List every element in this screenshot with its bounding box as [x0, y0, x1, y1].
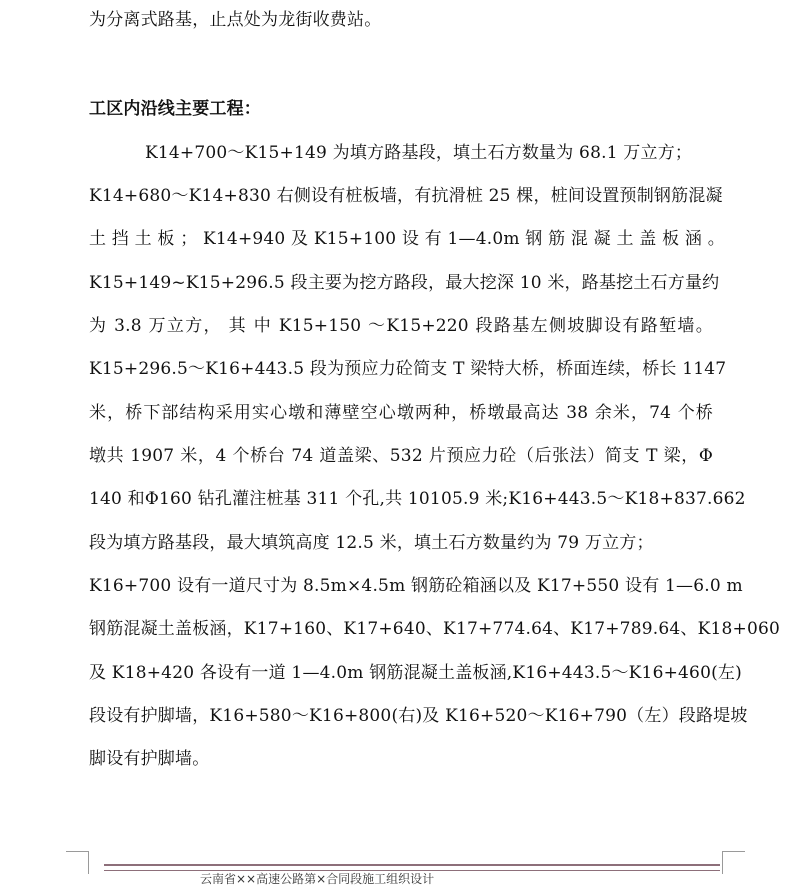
body-line: 及 K18+420 各设有一道 1—4.0m 钢筋混凝土盖板涵,K16+443.5～K16+460(左) — [89, 663, 742, 683]
body-line: K15+149~K15+296.5 段主要为挖方路段，最大挖深 10 米，路基挖土石方量约 — [89, 273, 720, 293]
body-line: K15+296.5～K16+443.5 段为预应力砼简支 T 梁特大桥，桥面连续，桥长 1147 — [89, 359, 727, 379]
body-line: 墩共 1907 米，4 个桥台 74 道盖梁、532 片预应力砼（后张法）简支 T 梁，Φ — [89, 446, 713, 466]
intro-line: 为分离式路基，止点处为龙街收费站。 — [89, 10, 382, 30]
body-line: K16+700 设有一道尺寸为 8.5m×4.5m 钢筋砼箱涵以及 K17+550 设有 1—6.0 m — [89, 576, 743, 596]
footer-text: 云南省××高速公路第×合同段施工组织设计 — [200, 872, 435, 886]
body-line: 钢筋混凝土盖板涵，K17+160、K17+640、K17+774.64、K17+789.64、K18+060 — [89, 619, 780, 639]
section-heading: 工区内沿线主要工程： — [89, 99, 261, 119]
body-line: 米，桥下部结构采用实心墩和薄壁空心墩两种，桥墩最高达 38 余米，74 个桥 — [89, 403, 713, 423]
body-line: 为 3.8 万立方， 其 中 K15+150 ～K15+220 段路基左侧坡脚设有路堑墙。 — [89, 316, 713, 336]
body-line: 段设有护脚墙，K16+580～K16+800(右)及 K16+520～K16+790（左）段路堤坡 — [89, 706, 748, 726]
body-line: 段为填方路基段，最大填筑高度 12.5 米，填土石方数量约为 79 万立方； — [89, 533, 654, 553]
body-line: 土 挡 土 板 ； K14+940 及 K15+100 设 有 1—4.0m 钢 筋 混 凝 土 盖 板 涵 。 — [89, 229, 725, 249]
page-corner-mark-left — [66, 851, 89, 874]
body-line: K14+680～K14+830 右侧设有桩板墙，有抗滑桩 25 棵，桩间设置预制钢筋混凝 — [89, 186, 723, 206]
body-line: 140 和Φ160 钻孔灌注桩基 311 个孔,共 10105.9 米;K16+443.5～K18+837.662 — [89, 489, 746, 509]
body-line: 脚设有护脚墙。 — [89, 749, 210, 769]
page-corner-mark-right — [722, 851, 745, 874]
body-line: K14+700～K15+149 为填方路基段，填土石方数量为 68.1 万立方； — [145, 143, 693, 163]
